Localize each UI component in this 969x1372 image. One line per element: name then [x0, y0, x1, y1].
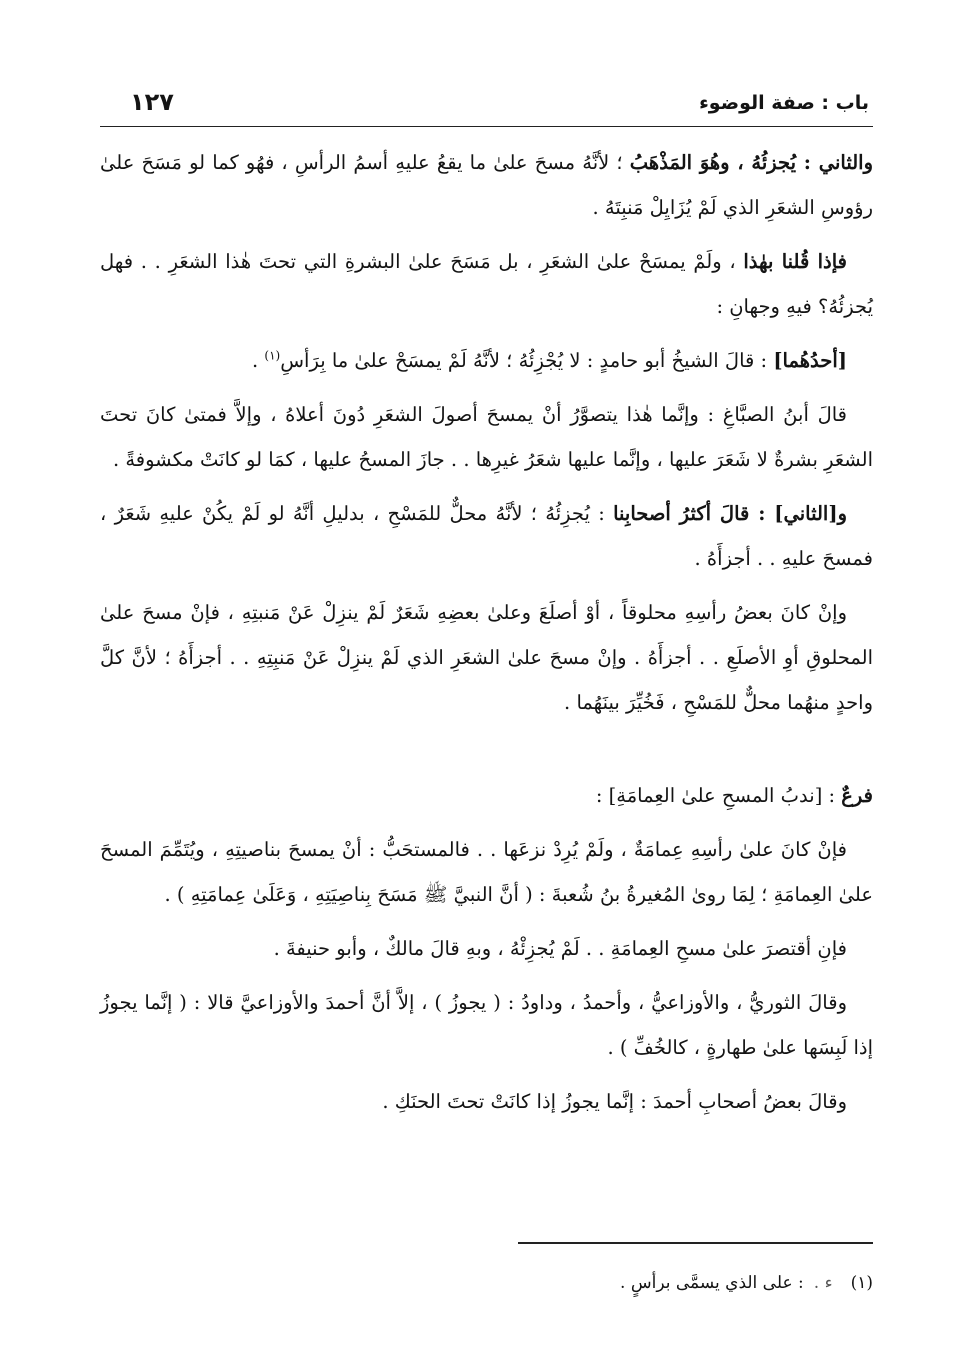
running-header	[100, 88, 869, 124]
paragraph	[100, 491, 873, 581]
section-heading-text: : [ندبُ المسحِ علىٰ العِمامَةِ] :	[595, 784, 842, 807]
paragraph	[100, 239, 873, 329]
paragraph-text: فإنْ كانَ علىٰ رأسِهِ عِمامَةٌ ، ولَمْ يُرِدْ نزعَها . . فالمستحَبُّ : أنْ يمسحَ بناصيتِهِ ، ويُتَمِّمَ المسحَ علىٰ العِمامَةِ ؛ لِمَا روىٰ المُغيرةُ بنُ شُعبةَ : ( أنَّ النبيَّ ﷺ مَسَحَ بِناصِيَتِهِ ، وَعَلَىٰ عِمامَتِهِ ) .	[100, 838, 873, 906]
paragraph-text: قالَ أبنُ الصبَّاغِ : وإنَّما هٰذا يتصوَّرُ أنْ يمسحَ أصولَ الشعَرِ دُونَ أعلاهُ ، وإلاَّ فمتىٰ كانَ تحتَ الشعَرِ بشرةٌ لا شَعَرَ عليها ، وإنَّما عليها شعَرُ غيرِها . . جازَ المسحُ عليها ، كمَا لو كانَتْ مكشوفةً .	[100, 403, 873, 471]
paragraph-tail: .	[252, 349, 265, 372]
chapter-title: باب : صفة الوضوء	[699, 92, 869, 114]
footnote-rule	[518, 1242, 873, 1244]
paragraph	[100, 590, 873, 725]
paragraph-text: ، ولَمْ يمسَحْ علىٰ الشعَرِ ، بل مَسَحَ علىٰ البشرةِ التي تحتَ هٰذا الشعَرِ . . فهل يُجزئُهُ؟ فيهِ وجهانِ :	[100, 250, 873, 318]
paragraph-text: وإنْ كانَ بعضُ رأسِهِ محلوقاً ، أوْ أصلَعَ وعلىٰ بعضِهِ شَعَرٌ لَمْ ينزِلْ عَنْ مَنبتِهِ ، فإنْ مسحَ علىٰ المحلوقِ أوِ الأصلَعِ . . أجزأَهُ . وإنْ مسحَ علىٰ الشعَرِ الذي لَمْ ينزِلْ عَنْ مَنبِتِهِ . . أجزأَهُ ؛ لأنَّ كلَّ واحدٍ منهُما محلٌّ للمَسْحِ ، فَخُيِّرَ بينَهُما .	[100, 601, 873, 714]
paragraph	[100, 926, 873, 971]
footnote-reference[interactable]: (١)	[264, 348, 281, 363]
paragraph	[100, 140, 873, 230]
paragraph-lead: [أحدُهُما]	[773, 349, 847, 372]
paragraph-lead: فإذا قُلنا بهٰذا	[743, 250, 847, 273]
paragraph-text: فإنِ أقتصرَ علىٰ مسحِ العِمامَةِ . . لَمْ يُجزِئْهُ ، وبهِ قالَ مالكٌ ، وأبو حنيفةَ .	[273, 937, 847, 960]
paragraph	[100, 980, 873, 1070]
footnote-dots: ء .	[813, 1273, 833, 1293]
paragraph-text: وقالَ بعضُ أصحابِ أحمدَ : إنَّما يجوزُ إذا كانَتْ تحتَ الحنَكِ .	[382, 1090, 847, 1113]
paragraph	[100, 338, 873, 383]
page-number: ١٢٧	[130, 88, 174, 116]
header-rule	[100, 126, 873, 127]
footnote-mark: (١)	[850, 1273, 873, 1293]
section-heading-lead: فرعٌ	[841, 784, 873, 807]
paragraph-text: : قالَ الشيخُ أبو حامدٍ : لا يُجْزِئُهُ ؛ لأنَّهُ لَمْ يمسَحْ علىٰ ما بِرَأسِ	[280, 349, 774, 372]
paragraph	[100, 1079, 873, 1124]
paragraph-text: : يُجزِئُهُ ؛ لأنَّهُ محلٌّ للمَسْحِ ، بدليلِ أنَّهُ لو لَمْ يكُنْ عليهِ شَعَرٌ ، فمسحَ عليهِ . . أجزأَهُ .	[100, 502, 873, 570]
paragraph	[100, 827, 873, 917]
body-text	[100, 140, 873, 1133]
paragraph-text: وقالَ الثوريُّ ، والأوزاعيُّ ، وأحمدُ ، وداودُ : ( يجوزُ ) ، إلاَّ أنَّ أحمدَ والأوزاعيَّ قالا : ( إنَّما يجوزُ إذا لَبِسَها علىٰ طهارةٍ ، كالخُفِّ ) .	[100, 991, 873, 1059]
footnote	[100, 1268, 873, 1298]
section-heading	[100, 773, 873, 818]
paragraph	[100, 392, 873, 482]
paragraph-text: ؛ لأنَّهُ مسحَ علىٰ ما يقعُ عليهِ أسمُ الرأسِ ، فهُو كما لو مَسَحَ علىٰ رؤوسِ الشعَرِ الذي لَمْ يُزَايِلْ مَنبِتَهُ .	[100, 151, 873, 219]
paragraph-lead: و[الثاني] : قالَ أكثرُ أصحابِنا	[613, 502, 847, 525]
footnote-text: : على الذي يسمَّى برأسٍ .	[620, 1273, 804, 1293]
paragraph-lead: والثاني : يُجزئُهُ ، وهُوَ المَذْهَبُ	[629, 151, 873, 174]
